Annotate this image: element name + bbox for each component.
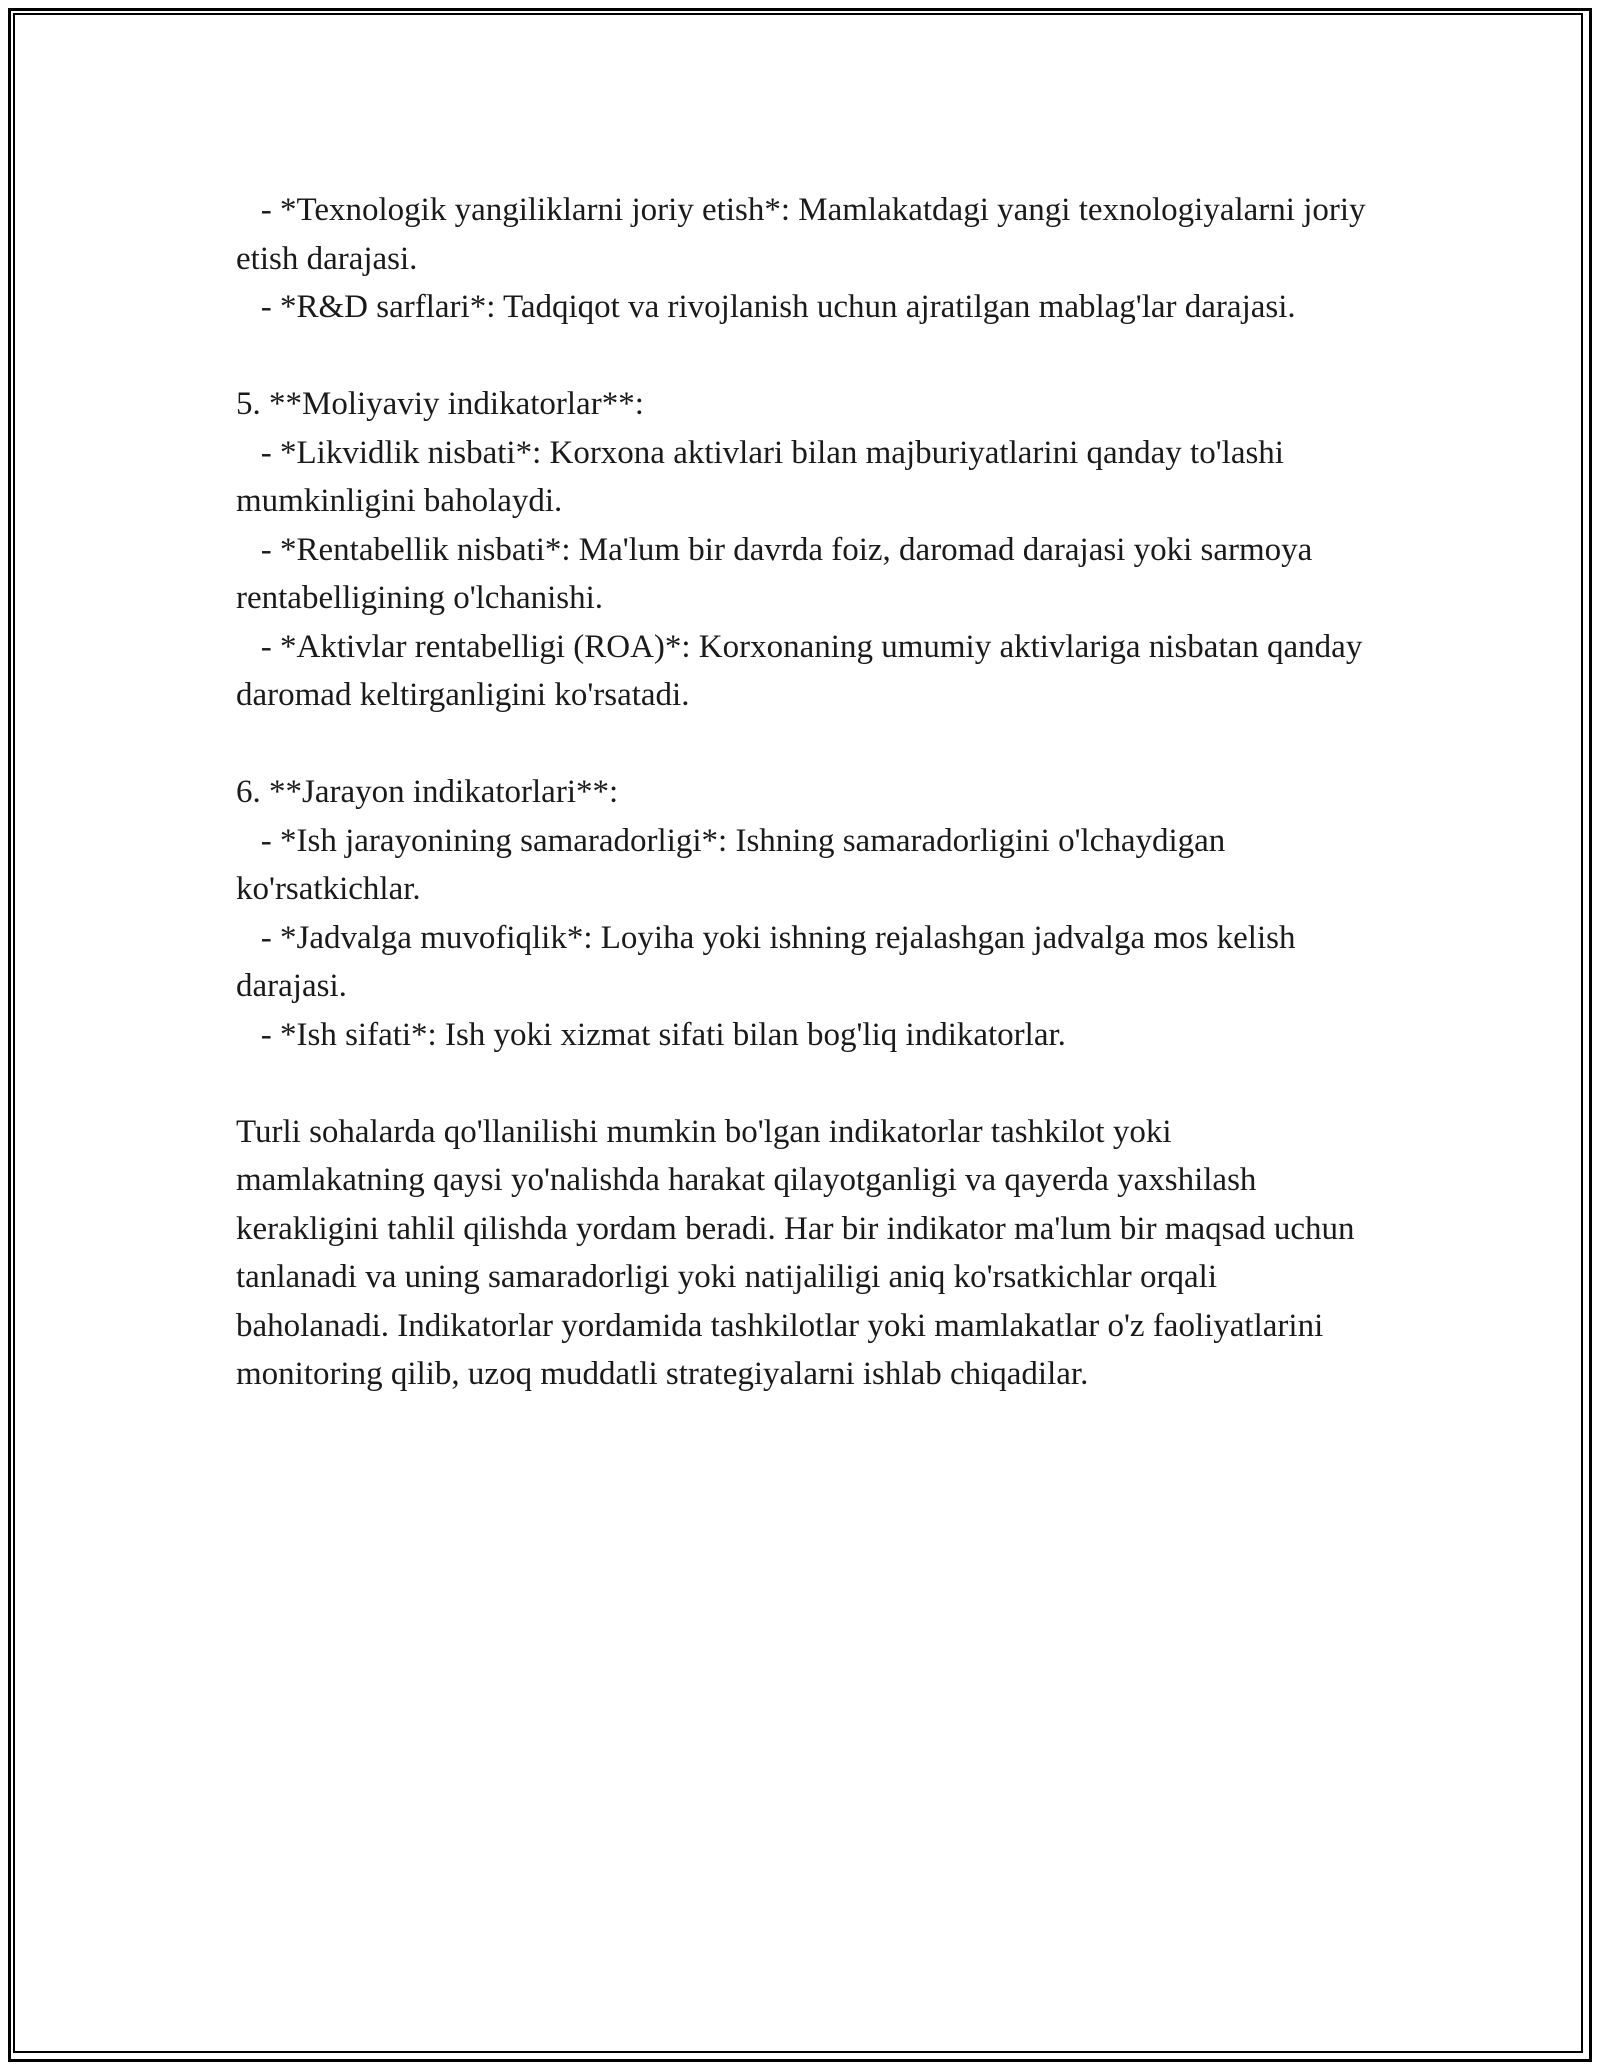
list-item-profitability: - *Rentabellik nisbati*: Ma'lum bir davrda foiz, daromad darajasi yoki sarmoya rentabelligining o'lchanishi. <box>236 531 1321 616</box>
section-6-heading: 6. **Jarayon indikatorlari**: <box>236 774 619 810</box>
document-body <box>236 186 1374 1399</box>
paragraph-gap <box>236 332 1366 381</box>
section-5-heading: 5. **Moliyaviy indikatorlar**: <box>236 386 644 422</box>
list-item-technology: - *Texnologik yangiliklarni joriy etish*: Mamlakatdagi yangi texnologiyalarni joriy etish darajasi. <box>236 192 1374 277</box>
conclusion-paragraph: Turli sohalarda qo'llanilishi mumkin bo'lgan indikatorlar tashkilot yoki mamlakatning qaysi yo'nalishda harakat qilayotganligi va qayerda yaxshilash kerakligini tahlil qilishda yordam beradi. Har bir indikator ma'lum bir maqsad uchun tanlanadi va uning samaradorligi yoki natijaliligi aniq ko'rsatkichlar orqali baholanadi. Indikatorlar yordamida tashkilotlar yoki mamlakatlar o'z faoliyatlarini monitoring qilib, uzoq muddatli strategiyalarni ishlab chiqadilar. <box>236 1113 1363 1392</box>
list-item-quality: - *Ish sifati*: Ish yoki xizmat sifati bilan bog'liq indikatorlar. <box>236 1016 1066 1053</box>
list-item-liquidity: - *Likvidlik nisbati*: Korxona aktivlari bilan majburiyatlarini qanday to'lashi mumkinligini baholaydi. <box>236 434 1293 519</box>
list-item-roa: - *Aktivlar rentabelligi (ROA)*: Korxonaning umumiy aktivlariga nisbatan qanday daromad keltirganligini ko'rsatadi. <box>236 628 1371 713</box>
paragraph-gap <box>236 720 1366 769</box>
paragraph-gap <box>236 1059 1366 1108</box>
list-item-rd: - *R&D sarflari*: Tadqiqot va rivojlanish uchun ajratilgan mablag'lar darajasi. <box>236 289 1296 325</box>
list-item-efficiency: - *Ish jarayonining samaradorligi*: Ishning samaradorligini o'lchaydigan ko'rsatkichlar. <box>236 822 1234 907</box>
list-item-schedule: - *Jadvalga muvofiqlik*: Loyiha yoki ishning rejalashgan jadvalga mos kelish darajasi. <box>236 919 1304 1004</box>
